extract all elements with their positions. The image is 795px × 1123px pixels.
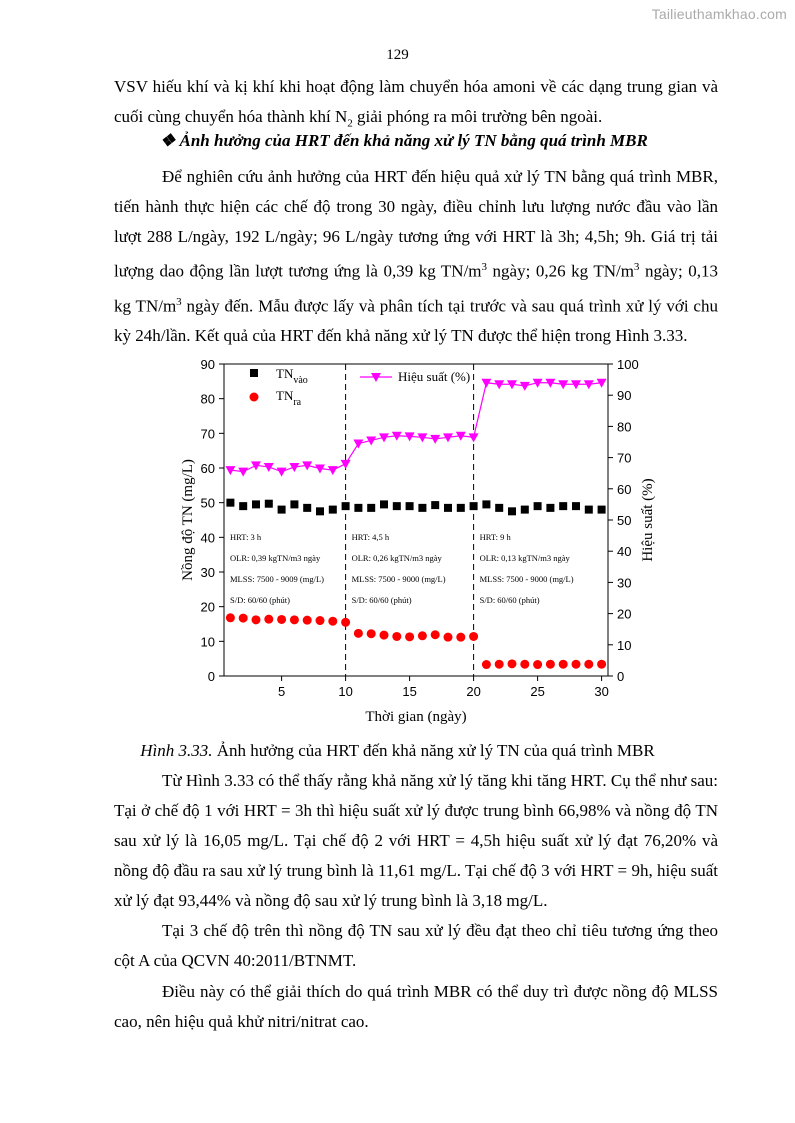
data-point-tn-in (290, 500, 298, 508)
legend-marker-tn-in (250, 369, 258, 377)
y-tick-label: 0 (207, 669, 215, 684)
data-point-tn-out (354, 629, 363, 638)
data-point-tn-out (226, 613, 235, 622)
data-point-efficiency (238, 468, 248, 477)
data-point-tn-in (444, 504, 452, 512)
x-tick-label: 5 (277, 684, 286, 699)
data-point-tn-in (406, 502, 414, 510)
paragraph-5: Điều này có thể giải thích do quá trình MBR có thể duy trì được nồng độ MLSS cao, nên hiệu quả khử nitri/nitrat cao. (114, 982, 718, 1031)
paragraph-4: Tại 3 chế độ trên thì nồng độ TN sau xử lý đều đạt theo chỉ tiêu tương ứng theo cột A của QCVN 40:2011/BTNMT. (114, 921, 718, 970)
y2-tick-label: 20 (617, 606, 632, 622)
data-point-tn-in (367, 504, 375, 512)
x-axis-label: Thời gian (ngày) (365, 709, 467, 725)
y2-tick-label: 10 (617, 637, 632, 653)
data-point-tn-in (380, 500, 388, 508)
legend-label-tn-in: $TN_{vào}$ (276, 366, 308, 386)
data-point-tn-out (380, 631, 389, 640)
annotation-text: MLSS: 7500 - 9009 (mg/L) (230, 574, 324, 584)
data-point-tn-in (342, 502, 350, 510)
data-point-tn-out (495, 660, 504, 669)
data-point-tn-in (521, 506, 529, 514)
data-point-tn-out (328, 617, 337, 626)
data-point-tn-in (252, 500, 260, 508)
data-point-tn-out (584, 660, 593, 669)
y-tick-label: 30 (200, 565, 215, 580)
data-point-efficiency (469, 433, 479, 442)
data-point-tn-in (470, 502, 478, 510)
legend-marker-tn-out (250, 393, 259, 402)
data-point-tn-out (418, 631, 427, 640)
data-point-tn-in (329, 506, 337, 514)
annotation-text: OLR: 0,13 kgTN/m3 ngày (479, 553, 570, 563)
y-tick-label: 50 (200, 495, 215, 511)
paragraph-1: VSV hiếu khí và kị khí khi hoạt động làm chuyển hóa amoni về các dạng trung gian và cuối cùng chuyển hóa thành khí $N_2$ giải phóng ra môi trường bên ngoài. (114, 77, 718, 130)
data-point-tn-in (546, 504, 554, 512)
y2-tick-label: 80 (617, 419, 632, 435)
y2-tick-label: 50 (617, 513, 632, 528)
y2-tick-label: 100 (617, 357, 639, 372)
annotation-text: S/D: 60/60 (phút) (230, 595, 290, 605)
data-point-tn-out (392, 632, 401, 641)
data-point-tn-out (316, 616, 325, 625)
data-point-tn-out (508, 659, 517, 668)
y2-tick-label: 60 (617, 481, 632, 497)
x-tick-label: 30 (594, 684, 609, 699)
data-point-tn-out (546, 660, 555, 669)
data-point-efficiency (277, 468, 287, 477)
data-point-tn-out (405, 632, 414, 641)
data-point-efficiency (430, 435, 440, 444)
data-point-tn-out (264, 615, 273, 624)
data-point-efficiency (328, 466, 338, 475)
y2-tick-label: 0 (617, 669, 625, 684)
legend-label-tn-out: $TN_{ra}$ (276, 388, 302, 408)
x-tick-label: 20 (466, 684, 481, 699)
y2-axis-label: Hiệu suất (%) (640, 478, 656, 562)
y2-tick-label: 70 (617, 450, 632, 466)
data-point-efficiency (353, 440, 363, 449)
x-tick-label: 25 (530, 684, 545, 699)
annotation-text: HRT: 9 h (479, 532, 511, 542)
data-point-tn-in (559, 502, 567, 510)
data-point-tn-in (495, 504, 503, 512)
data-point-tn-in (457, 504, 465, 512)
data-point-tn-out (252, 615, 261, 624)
data-point-tn-out (431, 630, 440, 639)
data-point-tn-in (598, 506, 606, 514)
data-point-tn-in (482, 500, 490, 508)
paragraph-3: Từ Hình 3.33 có thể thấy rằng khả năng xử lý tăng khi tăng HRT. Cụ thể như sau: Tại ở chế độ 1 với HRT = 3h thì hiệu suất xử lý được trung bình 66,98% và nồng độ TN sau xử lý là 16,05 mg/L. Tại chế độ 2 với HRT = 4,5h hiệu suất xử lý đạt 76,20% và nồng độ đầu ra sau xử lý trung bình là 11,61 mg/L. Tại chế độ 3 với HRT = 9h, hiệu suất xử lý đạt 93,44% và nồng độ sau xử lý trung bình là 3,18 mg/L. (114, 771, 718, 910)
annotation-text: S/D: 60/60 (phút) (351, 595, 412, 605)
data-point-tn-in (418, 504, 426, 512)
data-point-tn-out (597, 660, 606, 669)
data-point-tn-in (239, 502, 247, 510)
data-point-tn-out (520, 660, 529, 669)
annotation-text: MLSS: 7500 - 9000 (mg/L) (479, 574, 574, 584)
paragraph-2: Để nghiên cứu ảnh hưởng của HRT đến hiệu quả xử lý TN bằng quá trình MBR, tiến hành thực hiện các chế độ trong 30 ngày, điều chỉnh lưu lượng nước đầu vào lần lượt 288 L/ngày, 192 L/ngày; 96 L/ngày tương ứng với HRT là 3h; 4,5h; 9h. Giá trị tải lượng dao động lần lượt tương ứng là 0,39 kg $TN/m^3$ ngày; 0,26 kg $TN/m^3$ ngày; 0,13 kg $TN/m^3$ ngày đến. Mẫu được lấy và phân tích tại trước và sau quá trình xử lý với chu kỳ 24h/lần. Kết quả của HRT đến khả năng xử lý TN được thể hiện trong Hình 3.33. (114, 167, 718, 346)
y-tick-label: 20 (200, 599, 215, 615)
plot-frame (224, 364, 608, 676)
section-heading: ❖ Ảnh hưởng của HRT đến khả năng xử lý TN bằng quá trình MBR (160, 131, 648, 150)
watermark: Tailieuthamkhao.com (651, 6, 787, 22)
data-point-tn-out (469, 632, 478, 641)
y-axis-label: Nồng độ TN (mg/L) (180, 459, 196, 581)
y-tick-label: 80 (200, 391, 215, 407)
data-point-tn-out (290, 615, 299, 624)
y-tick-label: 60 (200, 461, 215, 476)
data-point-tn-out (456, 633, 465, 642)
y-tick-label: 70 (200, 426, 215, 442)
data-point-tn-out (303, 616, 312, 625)
data-point-efficiency (520, 382, 530, 391)
data-point-tn-out (559, 660, 568, 669)
data-point-tn-in (431, 501, 439, 509)
y-tick-label: 90 (200, 357, 215, 372)
annotation-text: S/D: 60/60 (phút) (479, 595, 540, 605)
y2-tick-label: 40 (617, 544, 632, 560)
x-tick-label: 15 (402, 684, 417, 699)
annotation-text: OLR: 0,26 kgTN/m3 ngày (351, 553, 442, 563)
data-point-tn-out (367, 629, 376, 638)
annotation-text: HRT: 4,5 h (351, 532, 390, 542)
figure-caption: Hình 3.33. Ảnh hưởng của HRT đến khả năng xử lý TN của quá trình MBR (140, 741, 655, 760)
data-point-tn-in (508, 507, 516, 515)
data-point-tn-out (444, 633, 453, 642)
data-point-tn-out (341, 618, 350, 627)
annotation-text: HRT: 3 h (230, 532, 262, 542)
data-point-efficiency (341, 460, 351, 469)
y-tick-label: 10 (200, 634, 215, 650)
data-point-tn-in (393, 502, 401, 510)
data-point-tn-in (316, 507, 324, 515)
data-point-tn-in (278, 506, 286, 514)
data-point-tn-in (265, 500, 273, 508)
data-point-efficiency (264, 463, 274, 472)
data-point-tn-out (482, 660, 491, 669)
data-point-tn-out (533, 660, 542, 669)
bullet-icon: ❖ (160, 131, 176, 150)
y-tick-label: 40 (200, 530, 215, 546)
data-point-tn-in (303, 504, 311, 512)
data-point-tn-in (572, 502, 580, 510)
legend-label-efficiency: Hiệu suất (%) (398, 369, 471, 384)
annotation-text: OLR: 0,39 kgTN/m3 ngày (230, 553, 321, 563)
data-point-tn-out (239, 614, 248, 623)
data-point-tn-in (534, 502, 542, 510)
y2-tick-label: 30 (617, 575, 632, 591)
x-tick-label: 10 (338, 684, 353, 699)
data-point-tn-out (277, 615, 286, 624)
data-point-tn-in (354, 504, 362, 512)
y2-tick-label: 90 (617, 388, 632, 404)
data-point-tn-in (585, 506, 593, 514)
data-point-efficiency (289, 463, 299, 472)
data-point-tn-out (572, 660, 581, 669)
data-point-tn-in (226, 499, 234, 507)
annotation-text: MLSS: 7500 - 9000 (mg/L) (351, 574, 446, 584)
page-number: 129 (386, 47, 409, 63)
